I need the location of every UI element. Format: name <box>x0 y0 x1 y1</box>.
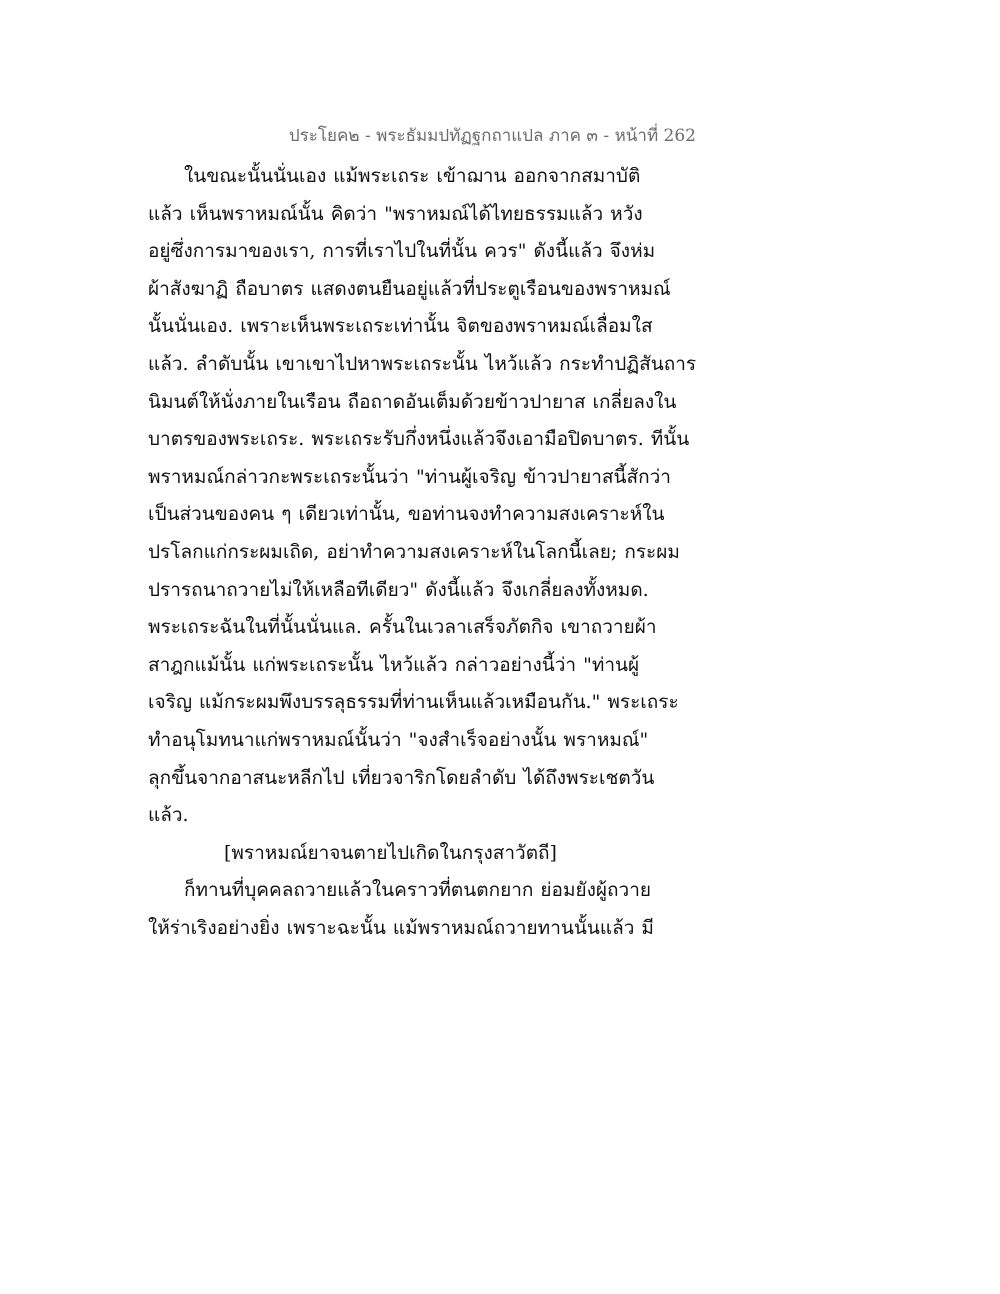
text-line: ให้ร่าเริงอย่างยิ่ง เพราะฉะนั้น แม้พราหมณ์ถวายทานนั้นแล้ว มี <box>148 916 654 939</box>
text-line: ลุกขึ้นจากอาสนะหลีกไป เที่ยวจาริกโดยลำดับ ได้ถึงพระเชตวัน <box>148 766 655 789</box>
text-line: พระเถระฉันในที่นั้นนั่นแล. ครั้นในเวลาเสร็จภัตกิจ เขาถวายผ้า <box>148 616 657 639</box>
text-line: ทำอนุโมทนาแก่พราหมณ์นั้นว่า "จงสำเร็จอย่างนั้น พราหมณ์" <box>148 728 649 751</box>
text-line: พราหมณ์กล่าวกะพระเถระนั้นว่า "ท่านผู้เจริญ ข้าวปายาสนี้สักว่า <box>148 465 671 488</box>
running-head: ประโยค๒ - พระธัมมปทัฏฐกถาแปล ภาค ๓ - หน้าที่ 262 <box>288 126 696 146</box>
text-line: บาตรของพระเถระ. พระเถระรับกึ่งหนึ่งแล้วจึงเอามือปิดบาตร. ทีนั้น <box>148 428 690 451</box>
text-line: ก็ทานที่บุคคลถวายแล้วในคราวที่ตนตกยาก ย่อมยังผู้ถวาย <box>184 879 652 902</box>
text-line: แล้ว เห็นพราหมณ์นั้น คิดว่า "พราหมณ์ได้ไทยธรรมแล้ว หวัง <box>148 202 643 225</box>
text-line: แล้ว. ลำดับนั้น เขาเขาไปหาพระเถระนั้น ไหว้แล้ว กระทำปฏิสันถาร <box>148 352 697 375</box>
text-line: เป็นส่วนของคน ๆ เดียวเท่านั้น, ขอท่านจงทำความสงเคราะห์ใน <box>148 503 665 526</box>
text-line: ปรารถนาถวายไม่ให้เหลือทีเดียว" ดังนี้แล้ว จึงเกลี่ยลงทั้งหมด. <box>148 578 649 601</box>
text-line: ในขณะนั้นนั่นเอง แม้พระเถระ เข้าฌาน ออกจากสมาบัติ <box>184 165 641 187</box>
body-text <box>148 158 708 947</box>
section-heading: [พราหมณ์ยาจนตายไปเกิดในกรุงสาวัตถี] <box>224 841 557 864</box>
text-line: เจริญ แม้กระผมพึงบรรลุธรรมที่ท่านเห็นแล้วเหมือนกัน." พระเถระ <box>148 691 679 714</box>
text-line: อยู่ซึ่งการมาของเรา, การที่เราไปในที่นั้น ควร" ดังนี้แล้ว จึงห่ม <box>148 240 656 263</box>
text-line: แล้ว. <box>148 804 189 827</box>
text-line: ปรโลกแก่กระผมเถิด, อย่าทำความสงเคราะห์ในโลกนี้เลย; กระผม <box>148 540 680 563</box>
text-line: นิมนต์ให้นั่งภายในเรือน ถือถาดอันเต็มด้วยข้าวปายาส เกลี่ยลงใน <box>148 390 677 413</box>
text-line: สาฎกแม้นั้น แก่พระเถระนั้น ไหว้แล้ว กล่าวอย่างนี้ว่า "ท่านผู้ <box>148 653 640 676</box>
text-line: ผ้าสังฆาฏิ ถือบาตร แสดงตนยืนอยู่แล้วที่ประตูเรือนของพราหมณ์ <box>148 277 671 300</box>
text-line: นั้นนั่นเอง. เพราะเห็นพระเถระเท่านั้น จิตของพราหมณ์เลื่อมใส <box>148 315 653 338</box>
